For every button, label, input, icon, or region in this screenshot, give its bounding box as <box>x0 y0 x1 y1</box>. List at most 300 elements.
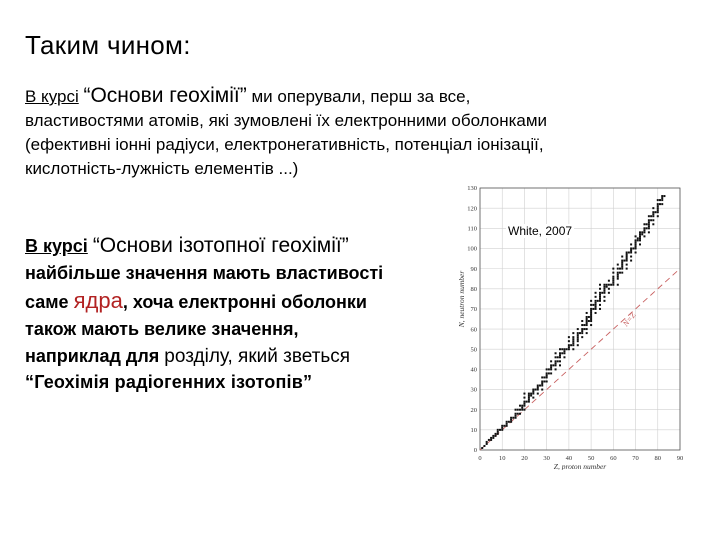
course-name-geochem: “Основи геохімії” <box>83 84 247 107</box>
nuclide-point <box>568 336 570 338</box>
nuclide-point <box>481 447 483 449</box>
nuclide-point <box>550 372 552 374</box>
nuclide-point <box>639 231 641 233</box>
nuclide-point <box>590 316 592 318</box>
y-tick-label: 40 <box>470 366 477 374</box>
nuclide-point <box>541 385 543 387</box>
nuclide-point <box>523 393 525 395</box>
nuclide-point <box>528 401 530 403</box>
nuclide-point <box>621 262 623 264</box>
nuclide-point <box>563 356 565 358</box>
nuclide-point <box>572 342 574 344</box>
nuclide-point <box>559 356 561 358</box>
nuclide-point <box>626 251 628 253</box>
nuclide-point <box>521 407 523 409</box>
nuclide-point <box>621 272 623 274</box>
nuclide-point <box>528 393 530 395</box>
course-lead-2: В курсі <box>25 236 88 256</box>
nuclide-point <box>539 385 541 387</box>
nuclide-point <box>492 437 494 439</box>
para2-line5 <box>25 346 350 366</box>
nuclide-point <box>490 439 492 441</box>
y-tick-label: 70 <box>470 306 477 314</box>
nuclide-point <box>497 431 499 433</box>
x-tick-label: 10 <box>498 455 506 462</box>
nuclide-point <box>661 195 663 197</box>
nuclide-point <box>630 256 632 258</box>
nuclide-point <box>586 324 588 326</box>
nuclide-point <box>590 312 592 314</box>
nuclide-point <box>559 360 561 362</box>
nuclide-point <box>486 441 488 443</box>
nuclide-point <box>501 425 503 427</box>
nuclide-point <box>657 215 659 217</box>
nuclide-point <box>577 338 579 340</box>
nuclide-point <box>599 284 601 286</box>
nuclide-point <box>648 225 650 227</box>
x-tick-label: 0 <box>478 455 482 462</box>
nuclide-point <box>652 219 654 221</box>
nuclide-point <box>617 278 619 280</box>
nuclide-point <box>532 397 534 399</box>
nuclide-point <box>599 296 601 298</box>
nuclide-point <box>528 395 530 397</box>
nuclide-point <box>572 348 574 350</box>
nuclide-point <box>546 376 548 378</box>
nuclide-point <box>506 421 508 423</box>
nuclide-point <box>635 241 637 243</box>
nuclide-point <box>626 268 628 270</box>
x-tick-label: 40 <box>565 455 573 462</box>
nuclide-point <box>532 393 534 395</box>
nuclide-point <box>639 235 641 237</box>
y-tick-label: 60 <box>470 326 477 334</box>
nuclide-point <box>519 405 521 407</box>
nuclide-point <box>648 221 650 223</box>
nuclide-point <box>586 328 588 330</box>
nuclide-point <box>495 433 497 435</box>
nuclide-point <box>523 405 525 407</box>
nuclide-point <box>590 318 592 320</box>
nuclide-point <box>610 284 612 286</box>
para2-line3a: саме <box>25 292 69 312</box>
nuclide-point <box>588 316 590 318</box>
nuclide-point <box>603 296 605 298</box>
nuclide-point <box>648 223 650 225</box>
nuclide-point <box>519 409 521 411</box>
nuclide-point <box>572 336 574 338</box>
y-tick-label: 120 <box>467 205 477 213</box>
nuclide-point <box>617 264 619 266</box>
nuclide-point <box>537 393 539 395</box>
nuclide-point <box>603 292 605 294</box>
nuclide-point <box>501 429 503 431</box>
nuclide-point <box>552 364 554 366</box>
nuclide-point <box>639 243 641 245</box>
y-tick-label: 130 <box>467 185 477 193</box>
nuclide-point <box>617 268 619 270</box>
nuclide-point <box>650 219 652 221</box>
nuclide-point <box>612 280 614 282</box>
nuclide-point <box>637 237 639 239</box>
nuclide-point <box>541 380 543 382</box>
nuclide-point <box>577 332 579 334</box>
nuclide-point <box>657 205 659 207</box>
nuclide-point <box>621 264 623 266</box>
nuclide-point <box>590 324 592 326</box>
nuclide-point <box>617 272 619 274</box>
nuclide-point <box>643 227 645 229</box>
para1-line3: (ефективні іонні радіуси, електронегативність, потенціал іонізації, <box>25 135 544 154</box>
nuclide-point <box>603 288 605 290</box>
course-lead-1: В курсі <box>25 87 79 106</box>
y-tick-label: 100 <box>467 245 477 253</box>
nuclide-point <box>635 239 637 241</box>
nuclide-point <box>559 354 561 356</box>
x-axis-label: Z, proton number <box>553 462 607 470</box>
nuclide-point <box>528 399 530 401</box>
nuclide-point <box>537 387 539 389</box>
nuclide-point <box>568 344 570 346</box>
nuclide-point <box>599 288 601 290</box>
nuclide-point <box>521 405 523 407</box>
y-tick-label: 20 <box>470 406 477 414</box>
nuclide-point <box>595 302 597 304</box>
nuclide-point <box>603 284 605 286</box>
nuclide-point <box>530 393 532 395</box>
y-tick-label: 10 <box>470 427 477 435</box>
nuclide-point <box>577 336 579 338</box>
nuclide-point <box>657 209 659 211</box>
nuclide-point <box>541 382 543 384</box>
n-equals-z-label: N=Z <box>621 310 638 329</box>
nuclide-point <box>590 314 592 316</box>
nuclide-point <box>626 256 628 258</box>
nuclide-point <box>608 284 610 286</box>
nuclide-point <box>563 348 565 350</box>
y-tick-label: 110 <box>467 225 477 233</box>
nuclide-point <box>566 348 568 350</box>
nuclide-point <box>577 328 579 330</box>
nuclide-point <box>652 211 654 213</box>
nuclide-point <box>555 362 557 364</box>
nuclide-point <box>643 231 645 233</box>
n-equals-z-line <box>480 269 680 450</box>
nuclide-point <box>555 352 557 354</box>
nuclide-point <box>650 215 652 217</box>
nuclide-point <box>630 251 632 253</box>
nuclide-point <box>621 256 623 258</box>
radiogenic-course-title: “Геохімія радіогенних ізотопів” <box>25 372 313 392</box>
nuclide-point <box>595 312 597 314</box>
nuclide-point <box>557 356 559 358</box>
nuclide-point <box>643 229 645 231</box>
nuclide-point <box>537 385 539 387</box>
para2-line4: також мають велике значення, <box>25 319 299 339</box>
nuclide-point <box>581 336 583 338</box>
nuclide-point <box>601 292 603 294</box>
nuclide-point <box>532 389 534 391</box>
nuclide-point <box>603 300 605 302</box>
intro-paragraph <box>25 84 705 181</box>
x-tick-label: 30 <box>543 455 550 462</box>
nuclide-point <box>581 328 583 330</box>
nuclide-point <box>663 195 665 197</box>
nuclide-point <box>590 300 592 302</box>
nuclide-point <box>550 366 552 368</box>
para2-line3b: , хоча електронні оболонки <box>122 292 367 312</box>
nuclide-point <box>661 197 663 199</box>
nuclide-point <box>506 423 508 425</box>
nuclide-point <box>608 292 610 294</box>
nuclide-point <box>517 413 519 415</box>
nuclide-point <box>508 421 510 423</box>
nuclide-point <box>646 227 648 229</box>
nuclide-point <box>532 391 534 393</box>
nuclide-point <box>523 401 525 403</box>
nuclide-point <box>646 223 648 225</box>
nuclide-point <box>659 203 661 205</box>
para2-line5a: наприклад для <box>25 346 160 366</box>
nuclide-point <box>595 300 597 302</box>
nuclide-point <box>612 272 614 274</box>
nuclide-point <box>652 213 654 215</box>
nuclide-point <box>523 397 525 399</box>
nuclide-point <box>586 320 588 322</box>
y-axis-label: N, neutron number <box>457 270 466 328</box>
nuclide-point <box>501 427 503 429</box>
para2-line2: найбільше значення мають властивості <box>25 263 384 283</box>
nuclide-point <box>590 304 592 306</box>
nuclide-point <box>581 324 583 326</box>
nuclide-point <box>630 249 632 251</box>
nuclide-point <box>583 328 585 330</box>
nuclide-point <box>621 266 623 268</box>
nuclide-point <box>548 372 550 374</box>
nuclide-point <box>572 344 574 346</box>
nuclide-point <box>621 268 623 270</box>
nuclide-point <box>519 413 521 415</box>
nuclide-point <box>568 348 570 350</box>
nuclide-point <box>595 304 597 306</box>
para1-line1: ми оперували, перш за все, <box>251 87 471 106</box>
nuclide-point <box>635 235 637 237</box>
nuclide-point <box>517 409 519 411</box>
nuclide-point <box>495 435 497 437</box>
nuclide-point <box>583 324 585 326</box>
y-tick-label: 90 <box>470 265 477 273</box>
nuclide-point <box>595 292 597 294</box>
para1-line4: кислотність-лужність елементів ...) <box>25 159 299 178</box>
nuclide-point <box>548 368 550 370</box>
isotope-paragraph <box>25 232 465 370</box>
nuclide-point <box>568 346 570 348</box>
nuclide-point <box>561 348 563 350</box>
nuclide-point <box>603 286 605 288</box>
nuclide-point <box>497 429 499 431</box>
x-tick-label: 50 <box>587 455 595 462</box>
nuclide-point <box>639 237 641 239</box>
nuclide-point <box>543 376 545 378</box>
nuclide-point <box>608 280 610 282</box>
nuclide-point <box>661 203 663 205</box>
nuclide-point <box>546 374 548 376</box>
nuclide-point <box>555 368 557 370</box>
nuclide-point <box>510 419 512 421</box>
nuclide-point <box>521 409 523 411</box>
nuclide-point <box>603 290 605 292</box>
page-title: Таким чином: <box>25 30 191 60</box>
x-tick-label: 60 <box>610 455 617 462</box>
nuclide-point <box>512 417 514 419</box>
nuclide-point <box>568 340 570 342</box>
nuclide-point <box>577 340 579 342</box>
nuclide-point <box>588 320 590 322</box>
nuclide-point <box>659 199 661 201</box>
nuclide-point <box>592 308 594 310</box>
course-name-isotope: “Основи ізотопної геохімії” <box>92 234 349 257</box>
para1-line2: властивостями атомів, які зумовлені їх електронними оболонками <box>25 111 548 130</box>
nuclide-point <box>586 322 588 324</box>
nuclide-point <box>595 306 597 308</box>
nuclide-point <box>599 300 601 302</box>
nuclide-point <box>510 417 512 419</box>
nucleus-word: ядра <box>73 288 123 313</box>
para2-line5b: розділу, який зветься <box>164 346 351 367</box>
nuclide-point <box>648 227 650 229</box>
nuclide-point <box>621 260 623 262</box>
nuclide-point <box>550 368 552 370</box>
nuclide-point <box>641 231 643 233</box>
nuclide-point <box>488 439 490 441</box>
nuclide-point <box>599 292 601 294</box>
nuclide-point <box>577 344 579 346</box>
nuclide-point <box>590 320 592 322</box>
nuclide-point <box>626 254 628 256</box>
y-tick-label: 0 <box>473 447 477 455</box>
nuclide-point <box>526 401 528 403</box>
nuclide-point <box>619 268 621 270</box>
nuclide-point <box>550 364 552 366</box>
nuclide-point <box>559 364 561 366</box>
nuclide-point <box>590 310 592 312</box>
nuclide-point <box>626 260 628 262</box>
nuclide-point <box>635 245 637 247</box>
nuclide-point <box>510 421 512 423</box>
nuclide-point <box>499 429 501 431</box>
nuclide-point <box>643 235 645 237</box>
nuclide-point <box>523 409 525 411</box>
nuclide-point <box>490 437 492 439</box>
nuclide-point <box>623 260 625 262</box>
nuclide-point <box>630 260 632 262</box>
nuclide-point <box>537 389 539 391</box>
nuclide-point <box>617 276 619 278</box>
nuclide-point <box>586 316 588 318</box>
nuclide-point <box>563 350 565 352</box>
nuclide-point <box>606 284 608 286</box>
nuclide-point <box>561 352 563 354</box>
nuclide-point <box>643 223 645 225</box>
nuclide-point <box>595 296 597 298</box>
nuclide-point <box>641 233 643 235</box>
nuclide-point <box>555 364 557 366</box>
nuclide-point <box>632 247 634 249</box>
nuclide-point <box>541 389 543 391</box>
x-tick-label: 70 <box>632 455 639 462</box>
x-tick-label: 90 <box>676 455 684 462</box>
nuclide-point <box>543 380 545 382</box>
nuclide-point <box>572 332 574 334</box>
nuclide-point <box>639 239 641 241</box>
nuclide-point <box>657 207 659 209</box>
nuclide-point <box>550 360 552 362</box>
nuclide-point <box>581 320 583 322</box>
nuclide-point <box>506 425 508 427</box>
nuclide-point <box>599 294 601 296</box>
nuclide-point <box>635 247 637 249</box>
nuclide-point <box>606 286 608 288</box>
nuclide-point <box>515 417 517 419</box>
nuclide-point <box>630 247 632 249</box>
nuclide-point <box>648 219 650 221</box>
nuclide-point <box>635 251 637 253</box>
nuclide-point <box>612 278 614 280</box>
nuclide-point <box>557 360 559 362</box>
nuclide-point <box>657 199 659 201</box>
nuclide-point <box>652 207 654 209</box>
nuclide-point <box>592 304 594 306</box>
y-tick-label: 80 <box>470 285 477 293</box>
nuclide-point <box>559 348 561 350</box>
nuclide-point <box>492 435 494 437</box>
nuclide-point <box>515 415 517 417</box>
nuclide-point <box>612 276 614 278</box>
nuclide-point <box>657 203 659 205</box>
nuclide-point <box>626 258 628 260</box>
nuclide-point <box>648 215 650 217</box>
nuclide-point <box>546 368 548 370</box>
nuclide-point <box>655 211 657 213</box>
nuclide-point <box>559 352 561 354</box>
nuclide-point <box>486 443 488 445</box>
y-tick-label: 30 <box>470 386 477 394</box>
nuclide-point <box>515 413 517 415</box>
nuclide-point <box>599 298 601 300</box>
nuclide-point <box>639 233 641 235</box>
nuclide-point <box>635 243 637 245</box>
nuclide-point <box>555 360 557 362</box>
chart-credit: White, 2007 <box>508 224 573 238</box>
nuclide-point <box>581 332 583 334</box>
nuclide-point <box>570 344 572 346</box>
nuclide-point <box>630 243 632 245</box>
nuclide-point <box>572 340 574 342</box>
nuclide-point <box>628 251 630 253</box>
nuclide-point <box>637 239 639 241</box>
nuclide-point <box>617 284 619 286</box>
nuclide-point <box>626 264 628 266</box>
nuclide-point <box>648 231 650 233</box>
nuclide-point <box>541 376 543 378</box>
y-tick-label: 50 <box>470 346 477 354</box>
nuclide-point <box>595 308 597 310</box>
nuclide-point <box>599 308 601 310</box>
nuclide-point <box>657 211 659 213</box>
nuclide-point <box>555 356 557 358</box>
nuclide-point <box>586 312 588 314</box>
nuclide-point <box>661 199 663 201</box>
